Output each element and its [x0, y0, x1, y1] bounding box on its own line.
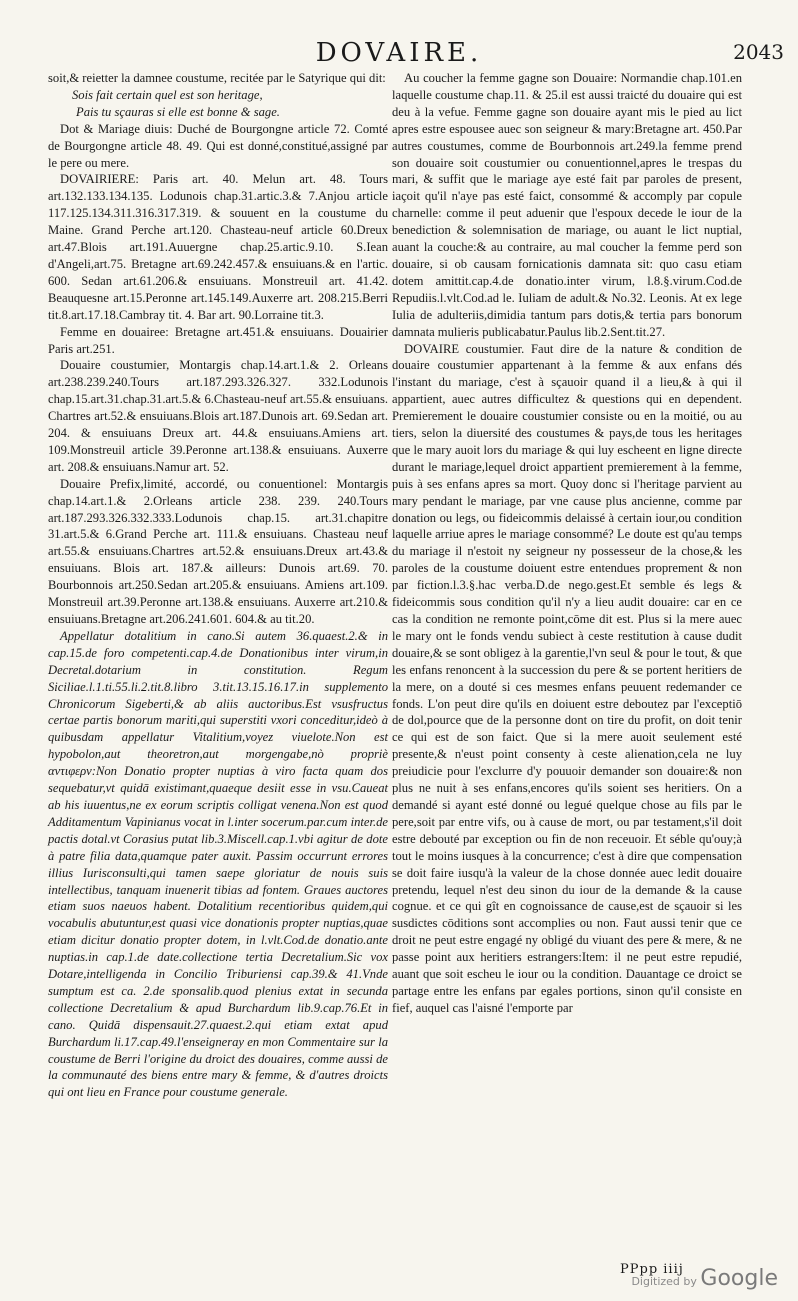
paragraph: DOVAIRE coustumier. Faut dire de la nature & condition de douaire coustumier appartenant à la femme & aux enfans dés l'instant du mariage, c'est à sçauoir quand il a lieu,& à qui il appartient, auec autres difficultez & questions qui en dependent. Premierement le douaire coustumier consiste ou en la moitié, ou au tiers, selon la diuersité des coustumes & pays,de tous les heritages que le mary auoit lors du mariage & qui luy escheent en ligne directe durant le mariage,lequel droict appartient premierement à la femme, puis à ses enfans apres sa mort. Quoy donc si l'heritage parvient au mary pendant le mariage, par vne cause plus ancienne, comme par donation ou legs, ou fideicommis delaissé à certain iour,ou condition laquelle arriue apres le mariage consommé? Le doute est qu'au temps du mariage il n'estoit ny seigneur ny possesseur de la chose,& les paroles de la coustume doiuent estre entendues proprement & non par fiction.l.3.§.hac verba.D.de nego.gest.Et semble és legs & fideicommis sous condition qu'il n'y a lieu audit douaire: car en ce cas la condition ne remonte point,cōme dit est. Plus si la mere auec le mary ont le fonds vendu subiect à ceste restitution à cause dudit douaire,& se sont obligez à la garentie,l'vn seul & pour le tout, & que les enfans renoncent à la succession du pere & se portent heritiers de la mere, on a douté si ces mesmes enfans peuuent redemander ce fonds. L'on peut dire qu'ils en doiuent estre deboutez par l'exceptiō de dol,pource que de la personne dont on tire du profit, on doit tenir ce qui est de son faict. Que si la mere auoit seulement esté presente,& n'eust point consenty à ceste alienation,cela ne luy preiudicie pour l'exclurre d'y pouuoir demander son douaire:& non plus ne nuit à ses enfans,encores qu'ils soient ses heritiers. On a demandé si ayant esté donné ou legué quelque chose au fils par le pere,soit par entre vifs, ou à cause de mort, ou par testament,s'il doit estre debouté par exception ou fin de non receuoir. Et séble qu'ouy;à tout le moins iusques à la concurrence; c'est à dire que compensation se doit faire iusqu'à la valeur de la chose donnée auec ledit douaire pretendu, lequel n'est deu sinon du iour de la demande & la cause cognue. et ce qui gît en cognoissance de cause,est de sçauoir si les susdictes cōditions sont accomplies ou non. Faut aussi tenir que ce droit ne peut estre engagé ny obligé du viuant des pere & mere, & ne passe point aux heritiers estrangers:Item: il ne peut estre repudié, auant que soit escheu le iour ou la condition. Dauantage ce droict se partage entre les enfans par egales portions, sinon qu'il consiste en fief, auquel cas l'aisné l'emporte par — [392, 341, 742, 1015]
paragraph: Au coucher la femme gagne son Douaire: Normandie chap.101.en laquelle coustume chap.11. & 25.il est aussi traicté du douaire qui est deu à la vefue. Femme gagne son douaire ayant mis le pied au lict apres estre espousee auec son seigneur & mary:Bretagne art. 450.Par autres coustumes, comme de Bourbonnois art.249.la femme prend son douaire soit coustumier ou conuentionnel,apres le trespas du mari, & suffit que le mariage aye esté fait par paroles de present, iaçoit qu'il n'aye pas esté faict, consommé & accomply par copule charnelle: comme il peut aduenir que l'espoux decede le iour de la benediction & solemnisation de mariage, ou auant le lict nuptial, auant la couche:& au contraire, au mal coucher la femme perd son douaire, si ob causam fornicationis damnata sit: quo casu etiam dotem amittit.cap.4.de donatio.inter virum, l.8.§.virum.Cod.de Repudiis.l.vlt.Cod.ad le. Iuliam de adult.& No.32. Leonis. At ex lege Iulia de adulteriis,dimidia tantum pars dotis,& tertia pars bonorum damnata mulieris publicabatur.Paulus lib.2.Sent.tit.27. — [392, 71, 742, 339]
right-column — [392, 70, 742, 1017]
signature-mark: PPpp iiij — [620, 1262, 684, 1277]
paragraph: Douaire coustumier, Montargis chap.14.art.1.& 2. Orleans art.238.239.240.Tours art.187.293.326.327. 332.Lodunois chap.15.art.31.chap.31.art.5.& 6.Chasteau-neuf art.55.& ensuiuans. Chartres art.52.& ensuiuans.Blois art.187.Dunois art. 69.Sedan art. 204. & ensuiuans Dreux art. 44.& ensuiuans.Amiens art. 109.Monstreuil article 39.Peronne art.138.& ensuiuans. Auxerre art. 208.& ensuiuans.Namur art. 52. — [48, 358, 388, 474]
paragraph: soit,& reietter la damnee coustume, recitée par le Satyrique qui dit: — [48, 71, 386, 85]
verse-line: Pais tu sçauras si elle est bonne & sage. — [76, 104, 280, 119]
paragraph: Dot & Mariage diuis: Duché de Bourgongne article 72. Comté de Bourgongne article 48. 49. Qui est donné,constitué,assigné par le pere ou mere. — [48, 121, 388, 170]
running-title: DOVAIRE. — [315, 38, 483, 68]
watermark-prefix: Digitized by — [631, 1275, 697, 1288]
paragraph: Douaire Prefix,limité, accordé, ou conuentionel: Montargis chap.14.art.1.& 2.Orleans article 238. 239. 240.Tours art.187.293.326.332.333.Lodunois chap.15. art.31.chapitre 31.art.5.& 6.Grand Perche art. 111.& ensuiuans. Chasteau neuf art.55.& ensuiuans.Chartres art.52.& ensuiuans.Dreux art.43.& ensuiuans. Blois art. 187.& ailleurs: Dunois art.69. 70. Bourbonnois art.250.Sedan art.205.& ensuiuans. Amiens art.109. Monstreuil art.39.Peronne art.138.& ensuiuans. Auxerre art.210.& ensuiuans.Bretagne art.206.241.601. 604.& au tit.20. — [48, 476, 388, 626]
page-number: 2043 — [733, 40, 784, 64]
google-logo: Google — [700, 1266, 778, 1291]
digitized-watermark — [631, 1266, 778, 1291]
paragraph: Femme en douairee: Bretagne art.451.& ensuiuans. Douairier Paris art.251. — [48, 324, 388, 356]
page-header — [0, 38, 798, 70]
paragraph: DOVAIRIERE: Paris art. 40. Melun art. 48. Tours art.132.133.134.135. Lodunois chap.31.artic.3.& 7.Anjou article 117.125.134.311.316.317.319. & souuent en la coustume du Maine. Grand Perche art.120. Chasteau-neuf article 60.Dreux art.47.Blois art.191.Auuergne chap.25.artic.9.10. S.Iean d'Angeli,art.75. Bretagne art.69.242.457.& ensuiuans.& en l'artic. 600. Sedan art.61.206.& ensuiuans. Monstreuil art. 41.42. Beauquesne art.15.Peronne art.145.149.Auxerre art. 208.215.Berri tit.8.art.17.18.Cambray tit. 4. Bar art. 90.Lorraine tit.3. — [48, 172, 388, 322]
verse-line: Sois fait certain quel est son heritage, — [72, 87, 263, 102]
left-column — [48, 70, 388, 1101]
latin-paragraph: Appellatur dotalitium in cano.Si autem 36.quaest.2.& in cap.15.de foro competenti.cap.4.de Donationibus inter virum,in Decretal.dotarium in constitution. Regum Siciliae.l.1.ti.55.li.2.tit.8.libro 3.tit.13.15.16.17.in supplemento Chronicorum Sigeberti,& ab aliis auctoribus.Est vsusfructus certae partis bonorum mariti,qui superstiti vxori conceditur,ideò à quibusdam appellatur Vitalitium,voyez viuelote.Non est hypobolon,aut theoretron,aut morgengabe,nò propriè αντιφερν:Non Donatio propter nuptias à viro facta quam dos sequebatur,vt quidā existimant,quaeque desiit esse in vsu.Caueat ab his iuuentus,ne ex eorum scriptis colligat venena.Non est quod Additamentum Vapinianus vocat in l.inter socerum.par.cum inter.de pactis dotal.vt Corasius putat lib.3.Miscell.cap.1.vbi agitur de dote à patre filia data,quamque pater auxit. Passim occurrunt errores illius Iurisconsulti,qui tamen saepe gloriatur de nouis suis intellectibus, tanquam inuenerit tibias ad fontem. Graues auctores etiam suos naeuos habent. Dotalitium recentioribus quidem,qui vocabulis abutuntur,est quasi vice donationis propter nuptias,quae etiam dicitur donatio propter dotem, in l.vlt.Cod.de donatio.ante nuptias.in cap.1.de date.collectione tertia Decretalium.Sic vox Dotare,intelligenda in Concilio Triburiensi cap.39.& 41.Vnde sumptum est ca. 2.de sponsalib.quod plenius extat in secunda collectione Decretalium & apud Burchardum lib.9.cap.76.Et in cano. Quidā dispensauit.27.quaest.2.qui etiam extat apud Burchardum li.17.cap.49.l'enseigneray en mon Commentaire sur la coustume de Berri l'origine du droict des douaires, comme aussi de la communauté des biens entre mary & femme, & d'autres droicts qui ont lieu en France pour coustume generale. — [48, 628, 388, 1100]
